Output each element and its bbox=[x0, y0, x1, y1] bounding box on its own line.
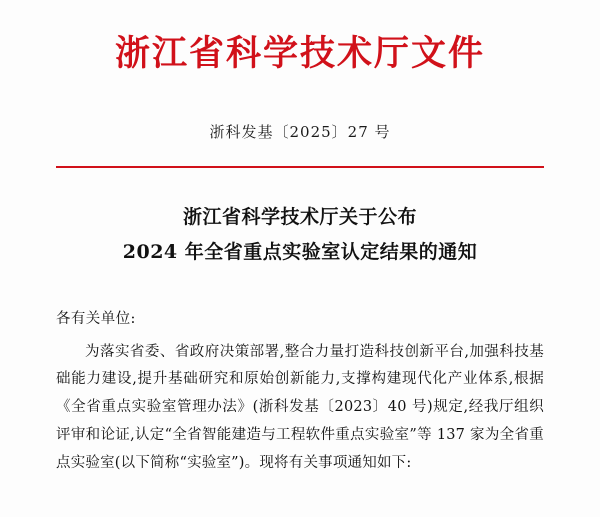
document-title bbox=[56, 200, 544, 270]
document-masthead: 浙江省科学技术厅文件 bbox=[114, 33, 485, 74]
document-paragraph-1: 为落实省委、省政府决策部署,整合力量打造科技创新平台,加强科技基础能力建设,提升基础研究和原始创新能力,支撑构建现代化产业体系,根据《全省重点实验室管理办法》(浙科发基〔2023〕40 号)规定,经我厅组织评审和论证,认定“全省智能建造与工程软件重点实验室”等 137 家为全省重点实验室(以下简称“实验室”)。现将有关事项通知如下: bbox=[56, 343, 544, 471]
red-divider-rule bbox=[56, 166, 544, 168]
document-number: 浙科发基〔2025〕27 号 bbox=[209, 123, 391, 142]
document-title-line-1: 浙江省科学技术厅关于公布 bbox=[182, 206, 417, 229]
document-title-line-2: 2024 年全省重点实验室认定结果的通知 bbox=[122, 241, 478, 264]
document-salutation: 各有关单位: bbox=[56, 310, 136, 327]
